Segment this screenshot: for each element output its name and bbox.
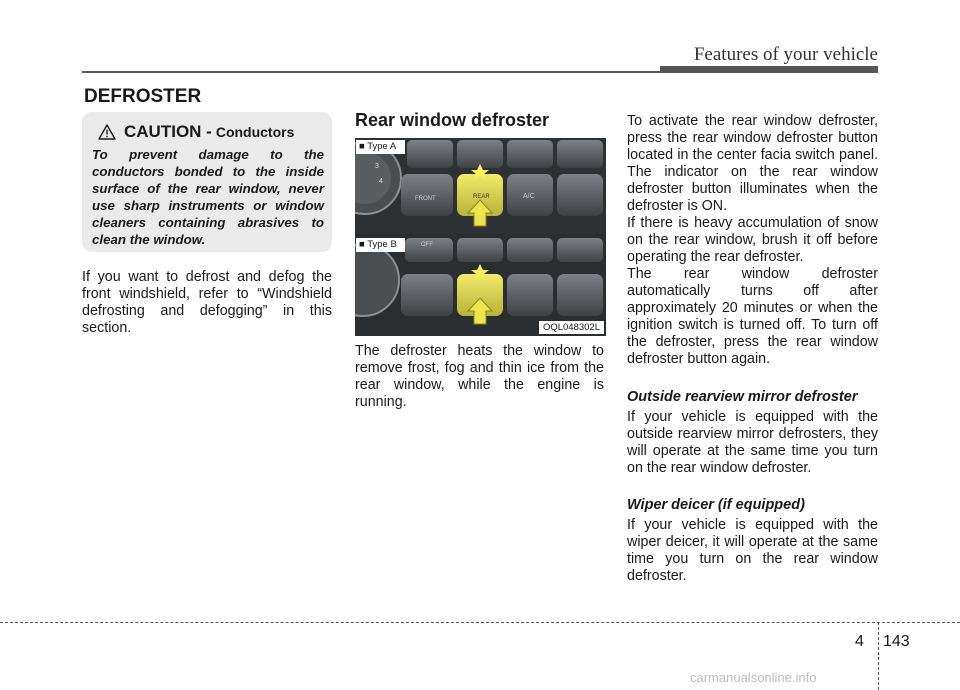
caution-title: CAUTION - <box>124 122 212 141</box>
caution-header <box>98 122 294 142</box>
defroster-panel-figure <box>355 138 606 336</box>
page-number: 143 <box>883 633 910 650</box>
footer-rule <box>0 622 960 623</box>
rear-button-label: REAR <box>473 194 490 200</box>
running-header: Features of your vehicle <box>693 44 878 65</box>
watermark: carmanualsonline.info <box>690 670 817 685</box>
defrost-front-paragraph: If you want to defrost and defog the front windshield, refer to “Windshield defrosting and defogging” in this section. <box>82 269 332 336</box>
rear-defroster-paragraph: The defroster heats the window to remove frost, fog and thin ice from the rear window, while the engine is running. <box>355 343 604 410</box>
section-title: DEFROSTER <box>84 86 202 107</box>
header-rule <box>82 71 878 73</box>
front-button-label: FRONT <box>415 196 436 202</box>
type-a-label: ■ Type A <box>356 140 405 154</box>
chapter-number: 4 <box>855 633 864 650</box>
ac-button-label: A/C <box>523 193 535 200</box>
activate-paragraph: To activate the rear window defroster, press the rear window defroster button located in the center facia switch panel. The indicator on the rear window defroster button illuminates when the defroster is ON. <box>627 113 878 214</box>
warning-triangle-icon <box>98 124 116 140</box>
snow-paragraph: If there is heavy accumulation of snow on the rear window, brush it off before operating the rear defroster. <box>627 215 878 265</box>
wiper-deicer-heading: Wiper deicer (if equipped) <box>627 497 805 513</box>
figure-code: OQL048302L <box>539 321 604 334</box>
off-button-label: OFF <box>421 242 433 248</box>
caution-text: To prevent damage to the conductors bonded to the inside surface of the rear window, never use sharp instruments or window cleaners containing abrasives to clean the window. <box>92 147 324 247</box>
auto-off-paragraph: The rear window defroster automatically turns off after approximately 20 minutes or when the ignition switch is turned off. To turn off the defroster, press the rear window defroster button again. <box>627 266 878 367</box>
wiper-deicer-paragraph: If your vehicle is equipped with the wiper deicer, it will operate at the same time you turn on the rear window defroster. <box>627 517 878 584</box>
mirror-defroster-paragraph: If your vehicle is equipped with the outside rearview mirror defrosters, they will operate at the same time you turn on the rear window defroster. <box>627 409 878 476</box>
caution-subtitle: Conductors <box>215 124 295 140</box>
control-panel-illustration <box>355 138 606 336</box>
mirror-defroster-heading: Outside rearview mirror defroster <box>627 389 858 405</box>
type-b-label: ■ Type B <box>356 238 405 252</box>
caution-box <box>82 112 332 252</box>
rear-defroster-heading: Rear window defroster <box>355 110 550 130</box>
svg-text:3: 3 <box>375 163 379 170</box>
footer-divider <box>878 622 879 690</box>
svg-text:4: 4 <box>379 178 383 185</box>
